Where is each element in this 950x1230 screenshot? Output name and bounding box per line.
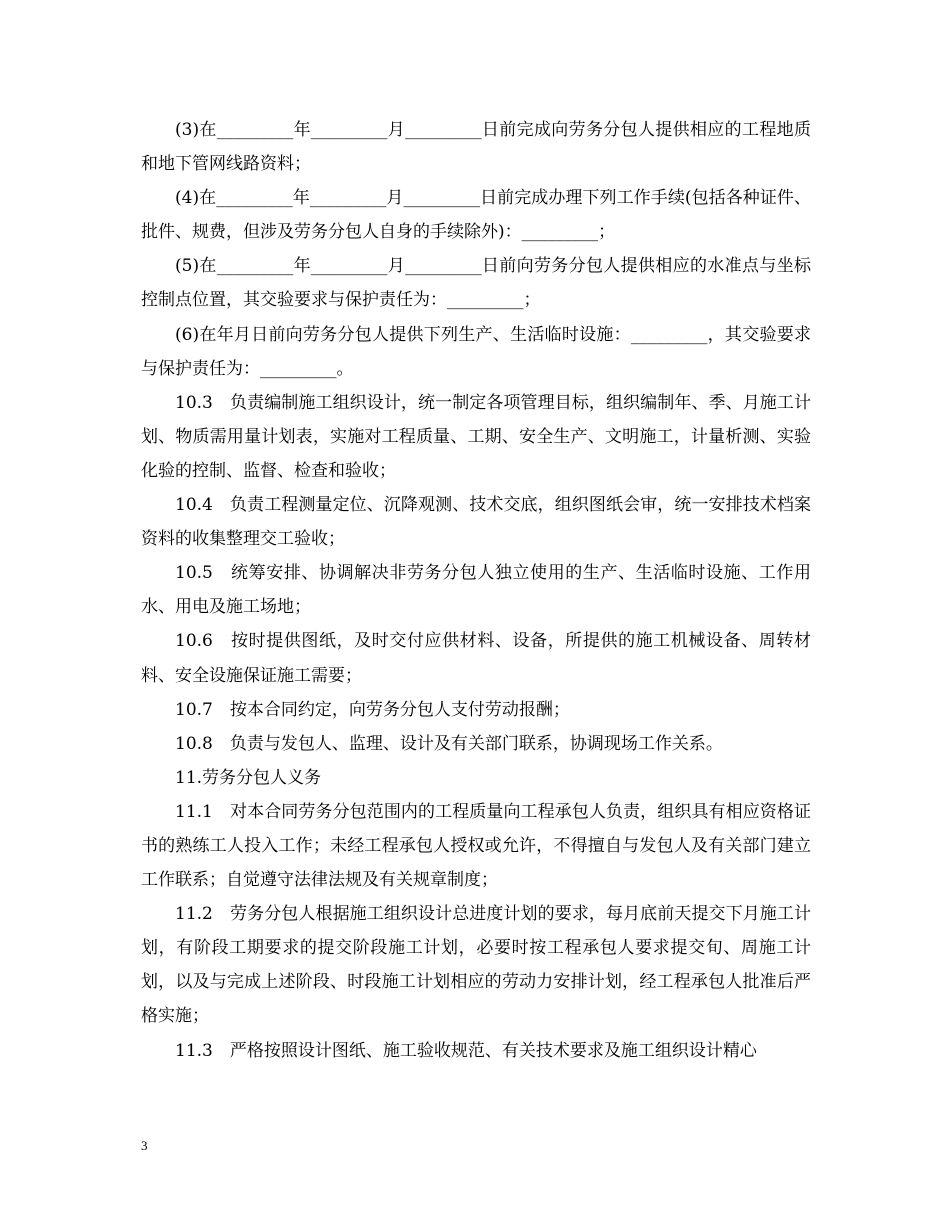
- clause-11-1: 11.1 对本合同劳务分包范围内的工程质量向工程承包人负责，组织具有相应资格证书的熟练工人投入工作；未经工程承包人授权或允许，不得擅自与发包人及有关部门建立工作联系；自觉遵守法律法规及有关规章制度；: [141, 801, 811, 891]
- clause-3: (3)在_________年_________月_________日前完成向劳务分包人提供相应的工程地质和地下管网线路资料；: [141, 120, 811, 175]
- clause-6: (6)在年月日前向劳务分包人提供下列生产、生活临时设施：_________，其交验要求与保护责任为：_________。: [141, 324, 811, 379]
- clause-4: (4)在_________年_________月_________日前完成办理下列工作手续(包括各种证件、批件、规费，但涉及劳务分包人自身的手续除外)：_________；: [141, 188, 811, 243]
- clause-10-3: 10.3 负责编制施工组织设计，统一制定各项管理目标，组织编制年、季、月施工计划、物质需用量计划表，实施对工程质量、工期、安全生产、文明施工，计量析测、实验化验的控制、监督、检查和验收；: [141, 392, 811, 481]
- clause-10-4: 10.4 负责工程测量定位、沉降观测、技术交底，组织图纸会审，统一安排技术档案资料的收集整理交工验收；: [141, 495, 811, 550]
- clause-5: (5)在_________年_________月_________日前向劳务分包人提供相应的水准点与坐标控制点位置，其交验要求与保护责任为：_________；: [141, 256, 811, 311]
- clause-10-6: 10.6 按时提供图纸，及时交付应供材料、设备，所提供的施工机械设备、周转材料、安全设施保证施工需要；: [141, 631, 811, 686]
- document-body: [141, 113, 811, 1068]
- clause-11-3: 11.3 严格按照设计图纸、施工验收规范、有关技术要求及施工组织设计精心: [175, 1040, 757, 1061]
- clause-11-2: 11.2 劳务分包人根据施工组织设计总进度计划的要求，每月底前天提交下月施工计划，有阶段工期要求的提交阶段施工计划，必要时按工程承包人要求提交旬、周施工计划，以及与完成上述阶段、时段施工计划相应的劳动力安排计划，经工程承包人批准后严格实施；: [141, 904, 811, 1027]
- section-heading-11: 11.劳务分包人义务: [175, 767, 322, 788]
- clause-10-7: 10.7 按本合同约定，向劳务分包人支付劳动报酬；: [175, 699, 570, 720]
- clause-10-5: 10.5 统筹安排、协调解决非劳务分包人独立使用的生产、生活临时设施、工作用水、用电及施工场地；: [141, 563, 811, 618]
- page-number: 3: [141, 1138, 148, 1153]
- clause-10-8: 10.8 负责与发包人、监理、设计及有关部门联系，协调现场工作关系。: [175, 733, 723, 754]
